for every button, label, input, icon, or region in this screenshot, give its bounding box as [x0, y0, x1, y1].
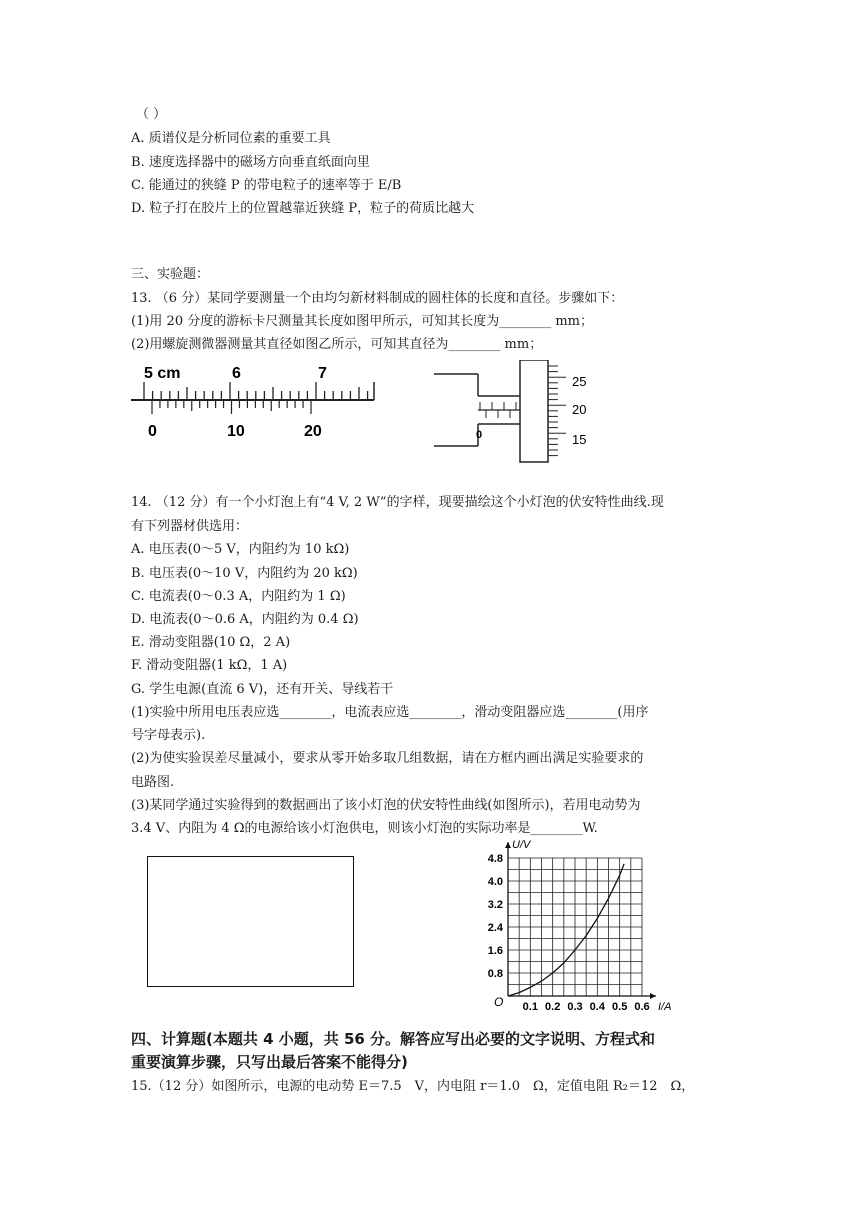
q13-part2: (2)用螺旋测微器测量其直径如图乙所示，可知其直径为________ mm； — [131, 337, 543, 352]
main-label-6: 6 — [232, 365, 241, 382]
section-3-title: 三、实验题： — [131, 267, 210, 282]
q15-stem: 15.（12 分）如图所示，电源的电动势 E＝7.5 V，内电阻 r＝1.0 Ω，定值电阻 R₂＝12 Ω， — [131, 1079, 695, 1094]
q14-option-a: A. 电压表(0～5 V，内阻约为 10 kΩ) — [131, 542, 350, 557]
x-axis-label: I/A — [658, 1001, 672, 1013]
q14-part3-line2: 3.4 V、内阻为 4 Ω的电源给该小灯泡供电，则该小灯泡的实际功率是________W. — [131, 821, 598, 836]
q12-option-a: A. 质谱仪是分析同位素的重要工具 — [131, 131, 331, 146]
y-tick-label: 0.8 — [487, 968, 503, 980]
vernier-scale-ticks — [152, 400, 311, 414]
y-tick-label: 1.6 — [487, 945, 503, 957]
iv-curve-chart — [474, 836, 686, 1016]
x-tick-label: 0.3 — [567, 1001, 583, 1013]
main-label-5cm: 5 cm — [144, 365, 181, 382]
x-tick-label: 0.6 — [634, 1001, 650, 1013]
q14-part1-line2: 号字母表示). — [131, 728, 206, 743]
circuit-diagram-box — [147, 856, 354, 987]
q14-option-g: G. 学生电源(直流 6 V)，还有开关、导线若干 — [131, 682, 394, 697]
y-tick-label: 2.4 — [487, 922, 503, 934]
main-scale-ticks — [144, 382, 368, 400]
q12-option-c: C. 能通过的狭缝 P 的带电粒子的速率等于 E/B — [131, 178, 402, 193]
section-4-title-line2: 重要演算步骤，只写出最后答案不能得分) — [131, 1053, 408, 1071]
y-tick-label: 4.0 — [487, 876, 503, 888]
thimble-label-15: 15 — [572, 432, 587, 447]
vernier-label-0: 0 — [148, 423, 157, 440]
section-4-title-line1: 四、计算题(本题共 4 小题，共 56 分。解答应写出必要的文字说明、方程式和 — [131, 1030, 656, 1048]
x-tick-labels — [523, 1001, 650, 1013]
x-axis-arrow — [650, 993, 656, 999]
q12-option-b: B. 速度选择器中的磁场方向垂直纸面向里 — [131, 155, 370, 170]
y-tick-label: 3.2 — [487, 899, 503, 911]
q14-part1-line1: (1)实验中所用电压表应选________，电流表应选________，滑动变阻器应选________(用序 — [131, 705, 649, 720]
chart-axes — [505, 842, 656, 999]
q14-part2-line2: 电路图. — [131, 775, 175, 790]
y-tick-label: 4.8 — [487, 853, 503, 865]
series-line-iv — [508, 864, 624, 996]
y-axis-arrow — [505, 842, 511, 848]
thimble-ticks — [548, 366, 566, 456]
origin-label: O — [494, 995, 504, 1009]
sleeve-zero-label: 0 — [476, 429, 483, 441]
x-tick-label: 0.4 — [589, 1001, 605, 1013]
chart-grid — [508, 858, 642, 996]
x-tick-label: 0.5 — [612, 1001, 628, 1013]
q14-option-f: F. 滑动变阻器(1 kΩ，1 A) — [131, 658, 288, 673]
q14-part3-line1: (3)某同学通过实验得到的数据画出了该小灯泡的伏安特性曲线(如图所示)，若用电动势为 — [131, 798, 641, 813]
y-tick-labels — [488, 853, 504, 980]
micrometer-figure — [432, 360, 592, 466]
main-label-7: 7 — [318, 365, 327, 382]
q13-stem: 13. （6 分）某同学要测量一个由均匀新材料制成的圆柱体的长度和直径。步骤如下： — [131, 291, 624, 306]
q14-part2-line1: (2)为使实验误差尽量减小，要求从零开始多取几组数据，请在方框内画出满足实验要求的 — [131, 751, 644, 766]
q14-option-c: C. 电流表(0～0.3 A，内阻约为 1 Ω) — [131, 589, 346, 604]
q14-option-e: E. 滑动变阻器(10 Ω，2 A) — [131, 635, 291, 650]
thimble-label-25: 25 — [572, 374, 587, 389]
q14-stem-line2: 有下列器材供选用： — [131, 519, 249, 534]
x-tick-label: 0.2 — [545, 1001, 561, 1013]
thimble-label-20: 20 — [572, 402, 587, 417]
x-tick-label: 0.1 — [522, 1001, 538, 1013]
vernier-label-10: 10 — [227, 423, 245, 440]
q14-option-b: B. 电压表(0～10 V，内阻约为 20 kΩ) — [131, 566, 358, 581]
vernier-label-20: 20 — [304, 423, 322, 440]
y-axis-label: U/V — [512, 839, 531, 851]
q14-option-d: D. 电流表(0～0.6 A，内阻约为 0.4 Ω) — [131, 612, 359, 627]
answer-bracket: （ ） — [136, 107, 167, 122]
vernier-caliper-figure — [128, 360, 380, 442]
q14-stem-line1: 14. （12 分）有一个小灯泡上有“4 V, 2 W”的字样，现要描绘这个小灯泡的伏安特性曲线.现 — [131, 495, 664, 510]
q12-option-d: D. 粒子打在胶片上的位置越靠近狭缝 P，粒子的荷质比越大 — [131, 201, 475, 216]
q13-part1: (1)用 20 分度的游标卡尺测量其长度如图甲所示，可知其长度为________ mm； — [131, 314, 594, 329]
